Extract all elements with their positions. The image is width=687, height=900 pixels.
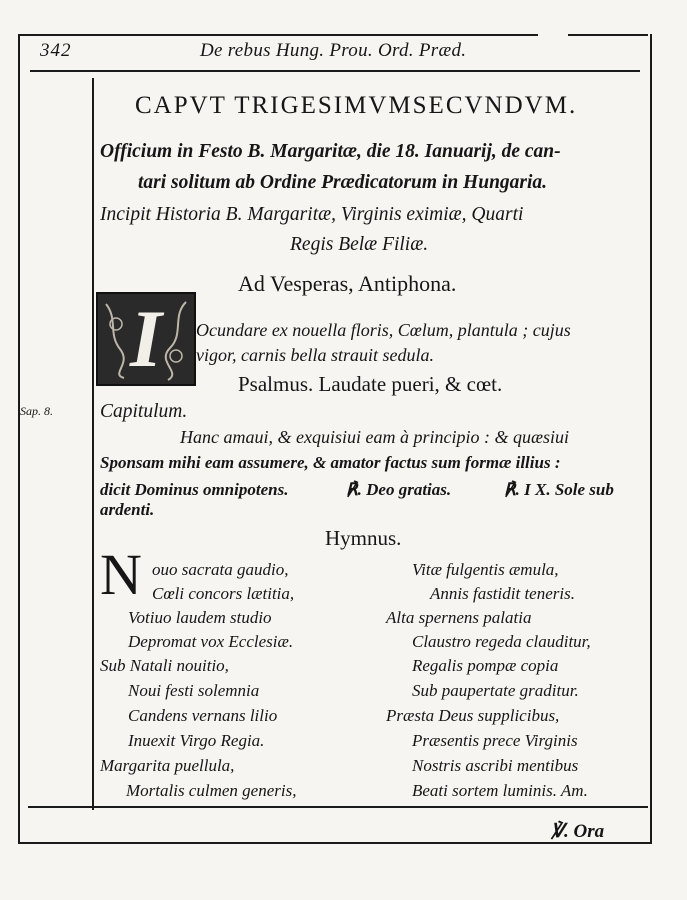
hymn-right-line-9: Nostris ascribi mentibus bbox=[412, 756, 579, 775]
footer-catchword: ℣. Ora bbox=[551, 821, 605, 842]
drop-cap-letter: I bbox=[130, 293, 162, 384]
antiphon-line-1: Ocundare ex nouella floris, Cœlum, plantula ; cujus bbox=[196, 320, 571, 340]
margin-note: Sap. 8. bbox=[20, 404, 53, 418]
hymn-right-line-5: Regalis pompæ copia bbox=[412, 656, 559, 675]
capitulum-line-2: Sponsam mihi eam assumere, & amator factus sum formæ illius : bbox=[100, 453, 561, 472]
hymn-left-line-8: Inuexit Virgo Regia. bbox=[128, 731, 265, 750]
page-number: 342 bbox=[40, 40, 72, 61]
bottom-rule bbox=[28, 806, 648, 808]
hymn-left-line-4: Depromat vox Ecclesiæ. bbox=[128, 632, 294, 651]
hymn-left-line-3: Votiuo laudem studio bbox=[128, 608, 272, 627]
hymn-heading: Hymnus. bbox=[325, 526, 402, 550]
antiphon-line-2: vigor, carnis bella strauit sedula. bbox=[196, 345, 434, 365]
text-column-rule bbox=[92, 78, 94, 810]
vespers-heading: Ad Vesperas, Antiphona. bbox=[238, 271, 457, 296]
right-border bbox=[650, 34, 652, 844]
subtitle-line-2: tari solitum ab Ordine Prædicatorum in Hungaria. bbox=[138, 172, 548, 193]
ornamental-initial bbox=[96, 292, 196, 386]
response-sole-sub: ℟. I X. Sole sub bbox=[504, 480, 614, 499]
capitulum-line-3: dicit Dominus omnipotens. bbox=[100, 480, 289, 499]
subtitle-line-3: Incipit Historia B. Margaritæ, Virginis eximiæ, Quarti bbox=[100, 204, 524, 225]
hymn-initial: N bbox=[100, 542, 142, 607]
hymn-right-line-4: Claustro regeda clauditur, bbox=[412, 632, 591, 651]
chapter-heading: CAPVT TRIGESIMVMSECVNDVM. bbox=[135, 92, 578, 119]
hymn-left-line-7: Candens vernans lilio bbox=[128, 706, 278, 725]
hymn-left-line-9: Margarita puellula, bbox=[100, 756, 235, 775]
hymn-left-line-6: Noui festi solemnia bbox=[128, 681, 260, 700]
hymn-left-line-1: ouo sacrata gaudio, bbox=[152, 560, 289, 579]
hymn-right-line-3: Alta spernens palatia bbox=[386, 608, 532, 627]
hymn-right-line-1: Vitæ fulgentis æmula, bbox=[412, 560, 559, 579]
hymn-left-line-10: Mortalis culmen generis, bbox=[126, 781, 297, 800]
hymn-right-line-7: Præsta Deus supplicibus, bbox=[386, 706, 560, 725]
hymn-left-line-5: Sub Natali nouitio, bbox=[100, 656, 229, 675]
running-title: De rebus Hung. Prou. Ord. Præd. bbox=[200, 40, 467, 61]
capitulum-label: Capitulum. bbox=[100, 401, 188, 422]
capitulum-line-1: Hanc amaui, & exquisiui eam à principio : & quæsiui bbox=[180, 427, 569, 447]
hymn-right-line-10: Beati sortem luminis. Am. bbox=[412, 781, 588, 800]
hymn-right-line-2: Annis fastidit teneris. bbox=[430, 584, 575, 603]
hymn-right-line-6: Sub paupertate graditur. bbox=[412, 681, 579, 700]
subtitle-line-1: Officium in Festo B. Margaritæ, die 18. Ianuarij, de can- bbox=[100, 141, 561, 162]
header-underline bbox=[30, 70, 640, 72]
top-rule-right bbox=[568, 34, 648, 36]
subtitle-line-4: Regis Belæ Filiæ. bbox=[290, 234, 429, 255]
top-rule bbox=[18, 34, 538, 36]
left-border bbox=[18, 34, 20, 844]
hymn-right-line-8: Præsentis prece Virginis bbox=[412, 731, 578, 750]
hymn-left-line-2: Cœli concors lætitia, bbox=[152, 584, 295, 603]
capitulum-line-4: ardenti. bbox=[100, 500, 155, 519]
response-deo-gratias: ℟. Deo gratias. bbox=[346, 480, 452, 499]
psalm-line: Psalmus. Laudate pueri, & cœt. bbox=[238, 372, 503, 396]
